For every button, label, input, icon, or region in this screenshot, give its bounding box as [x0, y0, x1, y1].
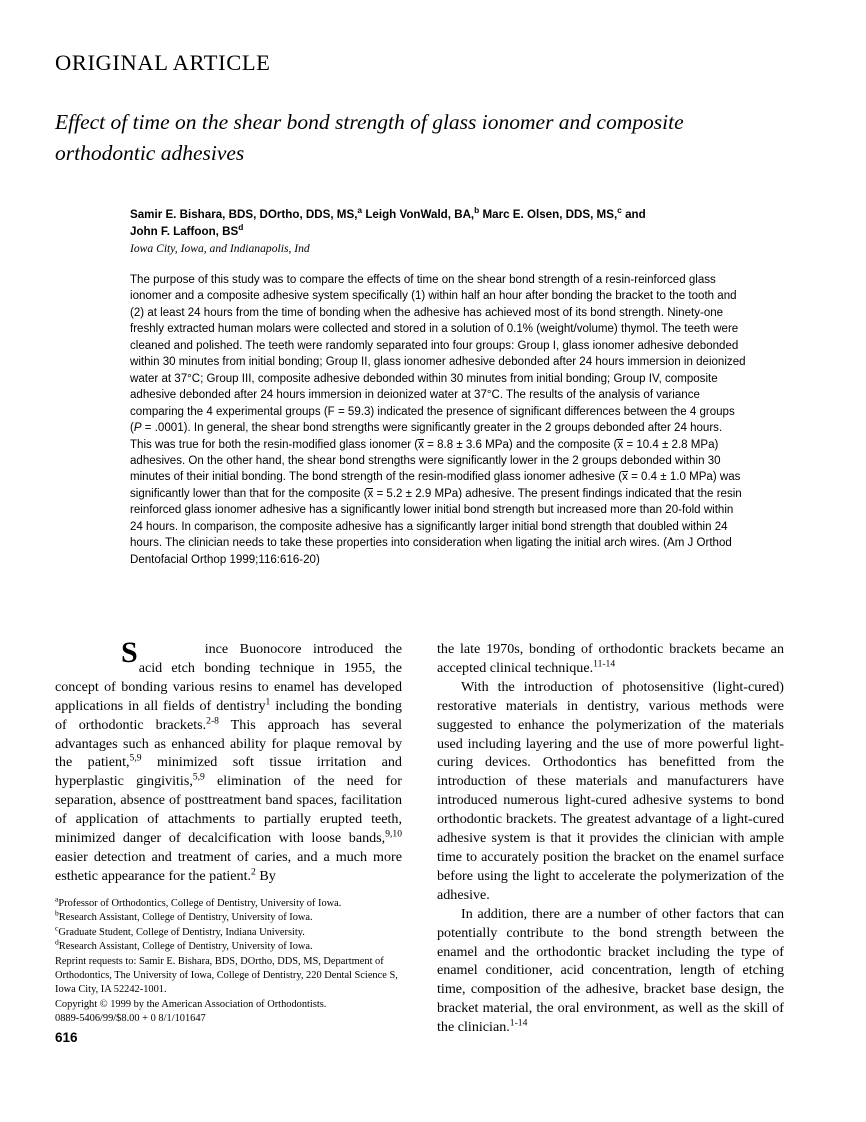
- abstract-p-value-italic: P: [133, 422, 142, 435]
- abstract-part-5: = 0.4 ± 1.0 MPa) was significantly lower than that for the composite (: [130, 471, 741, 500]
- article-title: Effect of time on the shear bond strength of glass ionomer and composite orthodontic adhesives: [55, 110, 684, 165]
- footnote-block: [55, 894, 407, 1027]
- copyright-text: Copyright © 1999 by the American Association of Orthodontists.: [55, 998, 327, 1010]
- author-2-name: Leigh VonWald, BA,: [362, 208, 475, 221]
- body-column-right: [437, 640, 784, 1037]
- abstract-part-3: = 8.8 ± 3.6 MPa) and the composite (: [423, 438, 618, 451]
- footnote-b: [55, 908, 407, 925]
- author-2-affil-marker: b: [474, 205, 480, 216]
- citation-ref-1-14: 1-14: [509, 1017, 528, 1029]
- body-column-left: [55, 636, 402, 886]
- intro-text-f: easier detection and treatment of caries, and a much more esthetic appearance for the patient.: [55, 848, 402, 884]
- footnote-c-text: Graduate Student, College of Dentistry, Indiana University.: [58, 926, 305, 938]
- citation-ref-2: 2: [251, 866, 256, 878]
- footnote-marker-d: d: [55, 937, 59, 947]
- citation-ref-5-9-b: 5,9: [192, 771, 205, 783]
- footnote-b-text: Research Assistant, College of Dentistry, University of Iowa.: [58, 912, 313, 924]
- footnote-d-text: Research Assistant, College of Dentistry, University of Iowa.: [58, 941, 313, 953]
- body-paragraph-continued: [437, 640, 784, 678]
- footnote-marker-a: a: [55, 894, 59, 904]
- footnote-a-text: Professor of Orthodontics, College of Dentistry, University of Iowa.: [58, 898, 342, 909]
- author-3-name: Marc E. Olsen, DDS, MS,: [479, 208, 618, 221]
- citation-ref-2-8: 2-8: [206, 714, 219, 726]
- affiliation-location: Iowa City, Iowa, and Indianapolis, Ind: [130, 242, 310, 255]
- author-1-affil-marker: a: [357, 205, 363, 216]
- author-4-name: John F. Laffoon, BS: [130, 224, 239, 238]
- x-bar-symbol-4: x: [367, 487, 374, 500]
- abstract-text: [130, 272, 746, 568]
- continued-text: the late 1970s, bonding of orthodontic brackets became an accepted clinical technique.: [437, 641, 784, 676]
- paragraph-3-text: In addition, there are a number of other factors that can potentially contribute to the bond strength between the enamel and the orthodontic bracket including the type of enamel conditioner, acid concentration, length of etching time, composition of the adhesive, bracket base design, the bracket material, the oral environment, as well as the skill of the clinician.: [437, 905, 784, 1036]
- body-paragraph-2: With the introduction of photosensitive (light-cured) restorative materials in dentistry, various methods were suggested to enhance the polymerization of the materials used including layering and the use of more powerful light-curing devices. Orthodontics has benefitted from the introduction of these materials and manufacturers have introduced numerous light-cured adhesive systems to bond orthodontic brackets. The greatest advantage of a light-cured adhesive system is that it provides the clinician with ample time to accurately position the bracket on the enamel surface before using the light to accelerate the polymerization of the adhesive.: [437, 678, 784, 903]
- abstract-part-4: = 10.4 ± 2.8 MPa) adhesives. On the other hand, the shear bond strengths were significantly lower in the 2 groups debonded within 30 minutes of their initial bonding. The bond strength of the resin-modified glass ionomer adhesive (: [130, 438, 721, 484]
- author-list: [130, 207, 750, 240]
- abstract-part-6: = 5.2 ± 2.9 MPa) adhesive. The present findings indicated that the resin reinforced glass ionomer adhesive has a significantly lower initial bond strength but increased more than 20-fold within 24 hours. In comparison, the composite adhesive has a significantly larger initial bond strength that doubled within 24 hours. The clinician needs to take these properties into consideration when ligating the initial arch wires. (Am J Orthod Dentofacial Orthop 1999;116:616-20): [130, 487, 742, 566]
- x-bar-symbol-2: x: [617, 438, 624, 451]
- footnote-marker-c: c: [55, 923, 59, 933]
- citation-ref-11-14: 11-14: [593, 658, 616, 670]
- intro-text-a: ince Buonocore introduced the acid etch bonding technique in 1955, the concept of bonding various resins to enamel has developed applications in all fields of dentistry: [55, 641, 402, 714]
- footnote-a: [55, 894, 407, 911]
- citation-ref-5-9-a: 5,9: [129, 752, 142, 764]
- page-number: 616: [55, 1030, 78, 1045]
- article-type-label: ORIGINAL ARTICLE: [55, 50, 271, 75]
- issn-code-line: 0889-5406/99/$8.00 + 0 8/1/101647: [55, 1013, 206, 1025]
- author-1-name: Samir E. Bishara, BDS, DOrtho, DDS, MS,: [130, 208, 358, 221]
- intro-text-c: This approach has several advantages such as enhanced ability for plaque removal by the patient,: [55, 716, 402, 771]
- footnote-c: [55, 923, 407, 940]
- drop-cap-letter: S: [121, 636, 138, 669]
- intro-text-d: minimized soft tissue irritation and hyperplastic gingivitis,: [55, 754, 402, 790]
- author-4-affil-marker: d: [238, 221, 244, 232]
- citation-ref-1: 1: [265, 696, 271, 708]
- x-bar-symbol-1: x: [418, 438, 424, 451]
- intro-text-e: elimination of the need for separation, absence of posttreatment band spaces, facilitation of application of attachments to partially erupted teeth, minimized danger of decalcification with loose bands,: [55, 773, 402, 847]
- footnote-d: [55, 937, 407, 954]
- abstract-part-2: = .0001). In general, the shear bond strengths were significantly greater in the 2 groups debonded after 24 hours. This was true for both the resin-modified glass ionomer (: [130, 422, 723, 451]
- reprint-request-text: Reprint requests to: Samir E. Bishara, BDS, DOrtho, DDS, MS, Department of Orthodontics, The University of Iowa, College of Dentistry, 220 Dental Science S, Iowa City, IA 52242-1001.: [55, 955, 398, 996]
- intro-text-b: including the bonding of orthodontic brackets.: [55, 697, 402, 733]
- footnote-marker-b: b: [55, 908, 59, 918]
- author-conjunction: and: [621, 208, 646, 221]
- author-3-affil-marker: c: [617, 205, 622, 216]
- x-bar-symbol-3: x: [622, 471, 628, 484]
- body-paragraph-intro: [55, 636, 402, 886]
- citation-ref-9-10: 9,10: [385, 828, 402, 840]
- intro-text-g: By: [255, 867, 276, 884]
- body-paragraph-3: [437, 905, 784, 1037]
- abstract-part-1: The purpose of this study was to compare the effects of time on the shear bond strength of a resin-reinforced glass ionomer and a composite adhesive system specifically (1) within half an hour after bonding the bracket to the tooth and (2) at least 24 hours from the time of bonding when the adhesive has achieved most of its bond strength. Ninety-one freshly extracted human molars were collected and stored in a solution of 0.1% (weight/volume) thymol. The teeth were cleaned and polished. The teeth were randomly separated into four groups: Group I, glass ionomer adhesive debonded within 30 minutes from initial bonding; Group II, glass ionomer adhesive debonded after 24 hours immersion in deionized water at 37°C; Group III, composite adhesive debonded within 30 minutes from initial bonding; Group IV, composite adhesive debonded after 24 hours immersion in deionized water at 37°C. The results of the analysis of variance comparing the 4 experimental groups (F = 59.3) indicated the presence of significant differences between the 4 groups (: [130, 274, 746, 435]
